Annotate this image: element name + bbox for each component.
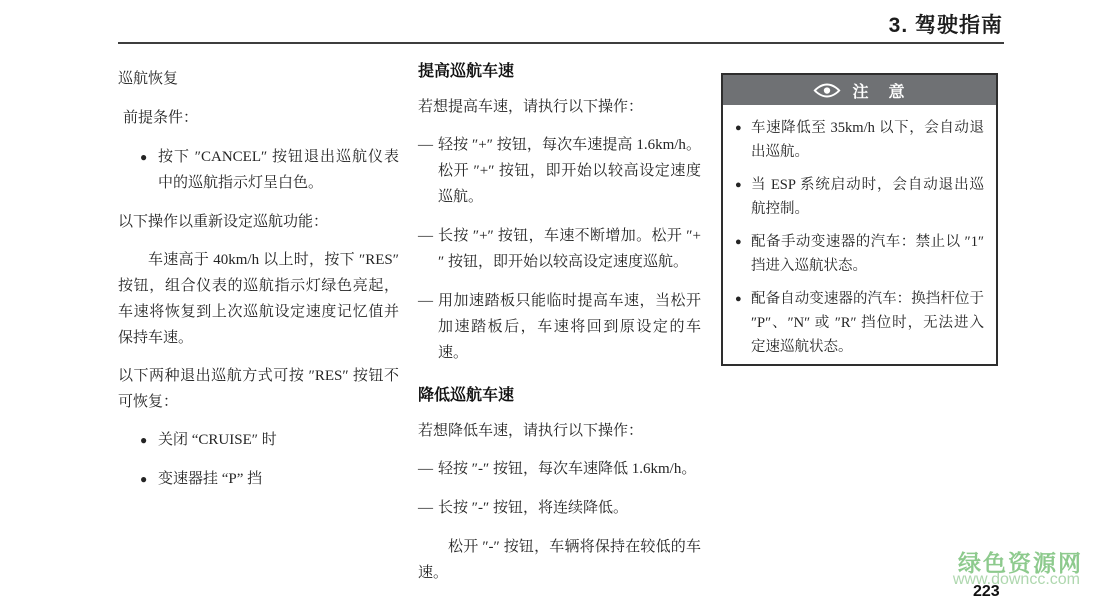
watermark-site-url: www.downcc.com — [952, 571, 1080, 588]
list-item — [418, 288, 701, 366]
notice-item-text: 当 ESP 系统启动时，会自动退出巡航控制。 — [751, 177, 984, 217]
paragraph: 若想降低车速，请执行以下操作： — [418, 423, 644, 439]
section-heading-lower-speed: 降低巡航车速 — [418, 387, 515, 404]
dash-marker: — — [418, 293, 433, 309]
bullet-marker: ● — [140, 472, 148, 486]
list-item-text: 长按 ″-″ 按钮，将连续降低。 — [438, 500, 628, 516]
list-item-text: 变速器挂 “P” 挡 — [158, 471, 263, 487]
section-heading-raise-speed: 提高巡航车速 — [418, 63, 515, 80]
section-heading-cruise-resume: 巡航恢复 — [118, 71, 179, 87]
paragraph: 松开 ″-″ 按钮，车辆将保持在较低的车速。 — [418, 539, 701, 581]
eye-icon — [812, 83, 842, 98]
bullet-marker: ● — [735, 179, 742, 191]
notice-box — [721, 73, 998, 366]
list-item — [418, 495, 701, 521]
notice-item-text: 配备自动变速器的汽车：换挡杆位于 ″P″、″N″ 或 ″R″ 挡位时，无法进入定速巡航状态。 — [751, 291, 984, 355]
list-item — [118, 466, 399, 492]
list-item-text: 轻按 ″+″ 按钮，每次车速提高 1.6km/h。松开 ″+″ 按钮，即开始以较高设定速度巡航。 — [438, 137, 701, 205]
list-item-text: 关闭 “CRUISE″ 时 — [158, 432, 277, 448]
list-item-text: 按下 ″CANCEL″ 按钮退出巡航仪表中的巡航指示灯呈白色。 — [158, 149, 399, 191]
notice-item-text: 车速降低至 35km/h 以下，会自动退出巡航。 — [751, 120, 984, 160]
paragraph: 以下操作以重新设定巡航功能： — [118, 214, 329, 230]
list-item — [418, 223, 701, 275]
list-item-text: 用加速踏板只能临时提高车速，当松开加速踏板后，车速将回到原设定的车速。 — [438, 293, 701, 361]
paragraph: 若想提高车速，请执行以下操作： — [418, 99, 644, 115]
header-divider — [118, 42, 1004, 44]
bullet-marker: ● — [735, 293, 742, 305]
list-item-text: 长按 ″+″ 按钮，车速不断增加。松开 ″+″ 按钮，即开始以较高设定速度巡航。 — [438, 228, 701, 270]
list-item — [418, 456, 701, 482]
page-number: 223 — [973, 583, 1000, 600]
dash-marker: — — [418, 228, 433, 244]
watermark-site-name: 绿色资源网 — [958, 550, 1083, 576]
notice-body — [723, 105, 996, 359]
middle-column — [418, 59, 701, 598]
chapter-title: 3. 驾驶指南 — [888, 14, 1003, 37]
paragraph: 以下两种退出巡航方式可按 ″RES″ 按钮不可恢复： — [118, 368, 399, 410]
list-item — [118, 144, 399, 196]
notice-item — [733, 230, 984, 278]
list-item — [418, 132, 701, 210]
list-item-text: 轻按 ″-″ 按钮，每次车速降低 1.6km/h。 — [438, 461, 697, 477]
bullet-marker: ● — [735, 122, 742, 134]
notice-item-text: 配备手动变速器的汽车：禁止以 ″1″ 挡进入巡航状态。 — [751, 234, 984, 274]
left-column — [118, 66, 399, 505]
bullet-marker: ● — [140, 433, 148, 447]
bullet-marker: ● — [735, 236, 742, 248]
notice-item — [733, 116, 984, 164]
bullet-marker: ● — [140, 150, 148, 164]
dash-marker: — — [418, 137, 433, 153]
dash-marker: — — [418, 461, 433, 477]
dash-marker: — — [418, 500, 433, 516]
notice-header — [723, 75, 996, 105]
notice-title: 注 意 — [852, 83, 907, 101]
notice-item — [733, 173, 984, 221]
precondition-label: 前提条件： — [123, 110, 199, 126]
notice-item — [733, 287, 984, 359]
paragraph: 车速高于 40km/h 以上时，按下 ″RES″ 按钮，组合仪表的巡航指示灯绿色亮起，车速将恢复到上次巡航设定速度记忆值并保持车速。 — [118, 252, 399, 346]
list-item — [118, 427, 399, 453]
